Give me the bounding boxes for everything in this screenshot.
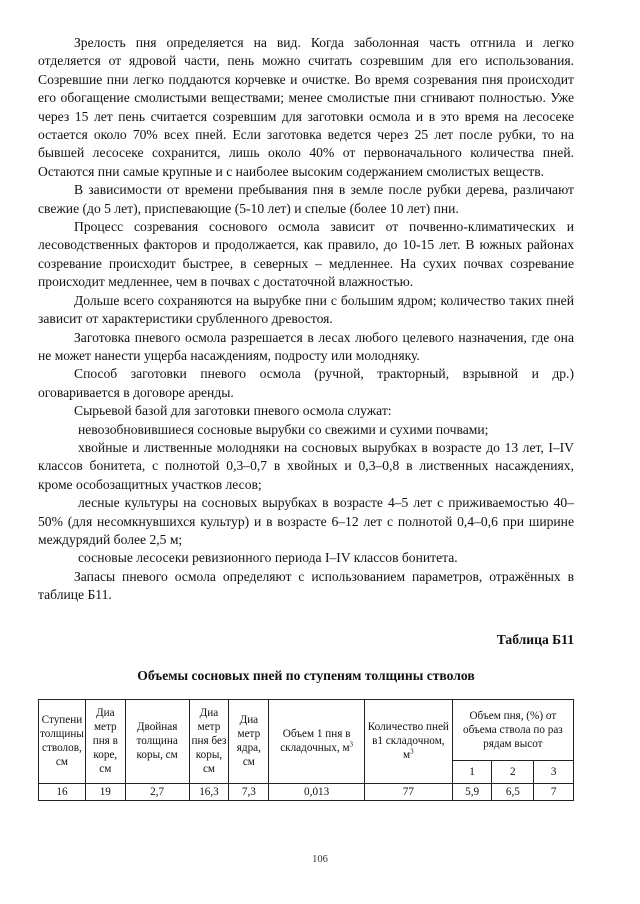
header-height-class-1: 1: [452, 760, 492, 783]
paragraph: Зрелость пня определяется на вид. Когда заболонная часть отгнила и легко отделяется от ядровой части, пень можно считать созревшим для его использования. Созревшие пни легко поддаются корчевке и очистке. Во время созревания пня происходит его обогащение смолистыми веществами; менее смолистые пни сгнивают полностью. Уже через 15 лет пень считается созревшим для заготовки осмола и в это время на лесосеке остается около 70% всех пней. Если заготовка ведется через 25 лет после рубки, то на бывшей лесосеке сохранится, лишь около 40% от первоначального количества пней. Остаются пни самые крупные и с наиболее высоким содержанием смолистых веществ.: [38, 35, 574, 179]
list-item: лесные культуры на сосновых вырубках в возрасте 4–5 лет с приживаемостью 40–50% (для несомкнувшихся культур) и в возрасте 6–12 лет с полнотой 0,4–0,6 при ширине междурядий более 2,5 м;: [38, 495, 574, 547]
paragraph: Процесс созревания соснового осмола зависит от почвенно-климатических и лесоводственных факторов и продолжается, как правило, до 10-15 лет. В южных районах созревание происходит быстрее, в северных – медленнее. На сухих почвах созревание происходит медленнее, чем в почвах с достаточной влажностью.: [38, 219, 574, 290]
paragraph: Способ заготовки пневого осмола (ручной, тракторный, взрывной и др.) оговаривается в договоре аренды.: [38, 366, 574, 400]
table-cell: 16: [39, 783, 86, 800]
header-stump-volume-text: Объем 1 пня в складочных, м: [280, 728, 351, 755]
header-stump-diameter-no-bark: Диа метр пня без коры, см: [189, 699, 229, 783]
table-cell: 7,3: [229, 783, 269, 800]
table-cell: 19: [85, 783, 125, 800]
paragraph: Запасы пневого осмола определяют с использованием параметров, отражённых в таблице Б11.: [38, 568, 574, 603]
document-page: [38, 34, 574, 801]
paragraph: Сырьевой базой для заготовки пневого осмола служат:: [74, 403, 392, 419]
header-thickness-step: Ступени толщины стволов, см: [39, 699, 86, 783]
unit-superscript: 3: [410, 747, 414, 756]
stump-volume-table: [38, 699, 574, 801]
list-item: невозобновившиеся сосновые вырубки со свежими и сухими почвами;: [78, 421, 489, 437]
body-text: [38, 34, 574, 605]
header-stump-volume: [269, 699, 365, 783]
table-cell: 0,013: [269, 783, 365, 800]
table-cell: 77: [364, 783, 452, 800]
table-title: Объемы сосновых пней по ступеням толщины стволов: [137, 667, 475, 683]
paragraph: В зависимости от времени пребывания пня в земле после рубки дерева, различают свежие (до 5 лет), приспевающие (5-10 лет) и спелые (более 10 лет) пни.: [38, 182, 574, 216]
list-item: сосновые лесосеки ревизионного периода I–IV классов бонитета.: [78, 550, 458, 566]
unit-superscript: 3: [349, 740, 354, 749]
header-volume-percent: Объем пня, (%) от объема ствола по раз рядам высот: [452, 699, 573, 760]
table-row: [39, 783, 574, 800]
paragraph: Заготовка пневого осмола разрешается в лесах любого целевого назначения, где она не может нанести ущерба насаждениям, подросту или молодняку.: [38, 329, 574, 363]
table-label: Таблица Б11: [496, 631, 574, 647]
header-stump-count-text: Количество пней в1 складочном, м: [367, 721, 449, 762]
header-height-class-3: 3: [534, 760, 574, 783]
table-cell: 6,5: [492, 783, 534, 800]
table-cell: 7: [534, 783, 574, 800]
header-core-diameter: Диа метр ядра, см: [229, 699, 269, 783]
list-item: хвойные и лиственные молодняки на сосновых вырубках в возрасте до 13 лет, I–IV классов бонитета, с полнотой 0,3–0,7 в хвойных и 0,3–0,8 в лиственных насаждениях, кроме особозащитных участков лесов;: [38, 439, 574, 492]
table-cell: 5,9: [452, 783, 492, 800]
paragraph: Дольше всего сохраняются на вырубке пни с большим ядром; количество таких пней зависит от характеристики срубленного древостоя.: [38, 292, 574, 327]
page-number: 106: [312, 854, 328, 865]
header-height-class-2: 2: [492, 760, 534, 783]
header-stump-count: [364, 699, 452, 783]
table-cell: 2,7: [125, 783, 189, 800]
header-stump-diameter-bark: Диа метр пня в коре, см: [85, 699, 125, 783]
header-double-bark: Двойная толщина коры, см: [125, 699, 189, 783]
table-cell: 16,3: [189, 783, 229, 800]
